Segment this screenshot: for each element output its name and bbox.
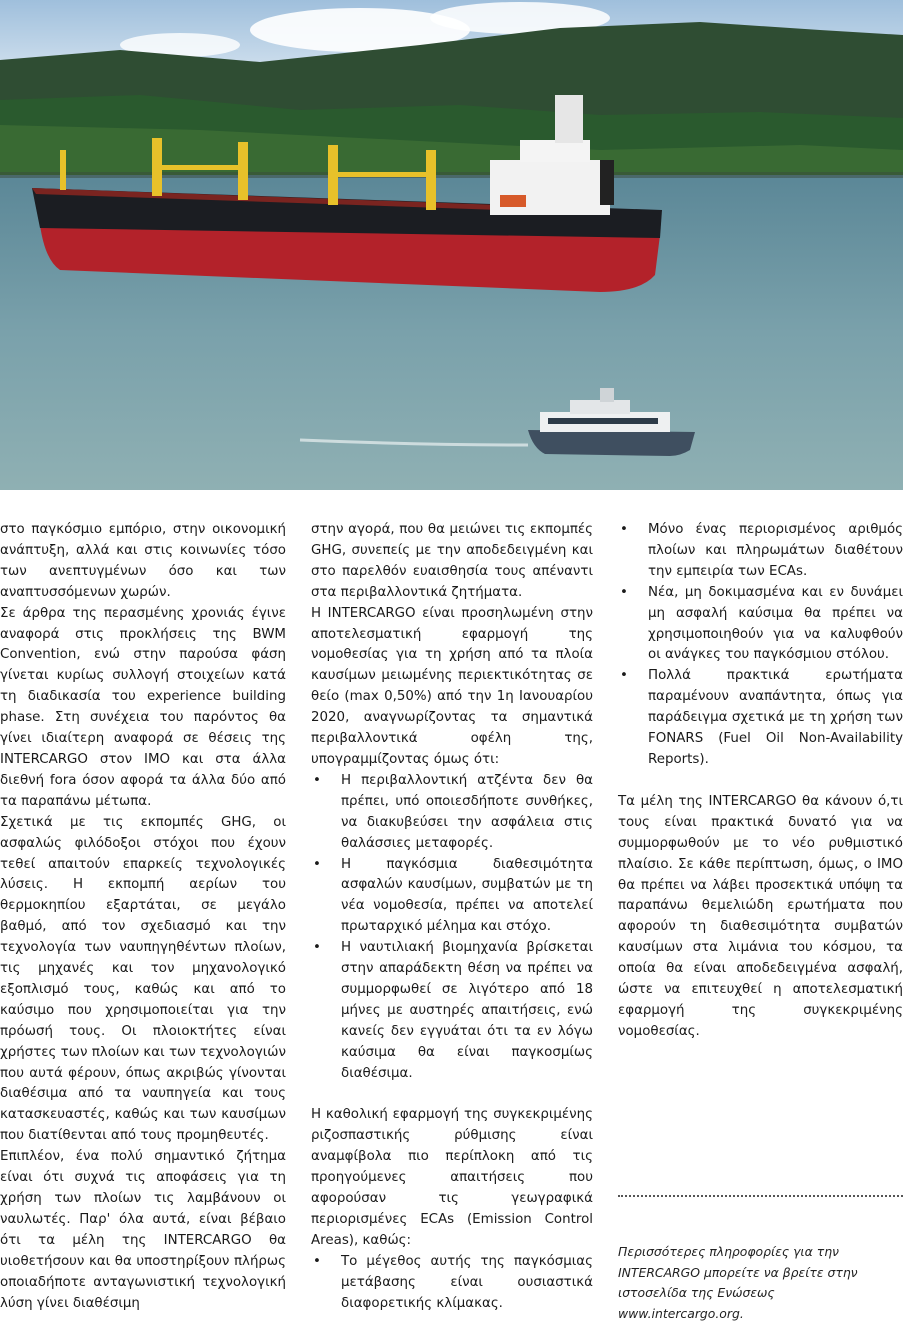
ship-illustration [0, 0, 903, 490]
list-item: • Η ναυτιλιακή βιομηχανία βρίσκεται στην απαράδεκτη θέση να πρέπει να συμμορφωθεί σε λιγότερο από 18 μήνες με αυστηρές απαιτήσεις, ενώ κανείς δεν εγγυάται ότι τα εν λόγω καύσιμα θα είναι παγκοσμίως διαθέσιμα. [311, 938, 593, 1084]
list-item: • Νέα, μη δοκιμασμένα και εν δυνάμει μη ασφαλή καύσιμα θα πρέπει να χρησιμοποιηθούν για να καλυφθούν οι ανάγκες του παγκόσμιου στόλου. [618, 583, 903, 667]
paragraph: Σχετικά με τις εκπομπές GHG, οι ασφαλώς φιλόδοξοι στόχοι που έχουν τεθεί απαιτούν επαρκείς τεχνολογικές λύσεις. Η εκπομπή αερίων του θερμοκηπίου εξαρτάται, σε μεγάλο βαθμό, από τον σχεδιασμό και την τεχνολογία των ναυπηγηθέντων πλοίων, τις μηχανές και τον μηχανολογικό εξοπλισμό τους, καθώς και από το καύσιμο που χρησιμοποιείται για την πρόωσή τους. Οι πλοιοκτήτες είναι χρήστες των πλοίων και των τεχνολογιών που αυτά φέρουν, όπως ακριβώς γίνονται διαθέσιμα από τα ναυπηγεία και τους κατασκευαστές, καθώς και των καυσίμων που διατίθενται από τους προμηθευτές. [0, 814, 286, 1144]
shoreline [0, 172, 903, 178]
hero-photo [0, 0, 903, 490]
article-column-2 [311, 520, 593, 1315]
list-item: • Μόνο ένας περιορισμένος αριθμός πλοίων και πληρωμάτων διαθέτουν την εμπειρία των ECAs. [618, 520, 903, 583]
list-item: • Η περιβαλλοντική ατζέντα δεν θα πρέπει, υπό οποιεσδήποτε συνθήκες, να διακυβεύσει την ασφάλεια στις θαλάσσιες μεταφορές. [311, 771, 593, 855]
paragraph: Σε άρθρα της περασμένης χρονιάς έγινε αναφορά στις προκλήσεις της BWM Convention, ενώ στην παρούσα φάση γίνεται κυρίως συλλογή στοιχείων κατά τη διαδικασία του experience building phase. Στη συνέχεια του παρόντος θα γίνει ιδιαίτερη αναφορά σε θέσεις της INTERCARGO στον IMO και στα άλλα διεθνή fora όσον αφορά τα άλλα δύο από τα παραπάνω μέτωπα. [0, 605, 286, 809]
bullet-list [311, 1252, 593, 1315]
bullet-list [618, 520, 903, 771]
article-column-3 [618, 520, 903, 1043]
dotted-separator [618, 1195, 903, 1197]
bullet-list [311, 771, 593, 1085]
list-item: • Πολλά πρακτικά ερωτήματα παραμένουν αναπάντητα, όπως για παράδειγμα σχετικά με τη χρήση των FONARS (Fuel Oil Non-Availability Reports). [618, 666, 903, 771]
article-column-1 [0, 520, 286, 1314]
paragraph: Τα μέλη της INTERCARGO θα κάνουν ό,τι τους είναι πρακτικά δυνατό για να συμμορφωθούν με το νέο ρυθμιστικό πλαίσιο. Σε κάθε περίπτωση, όμως, ο IMO θα πρέπει να λάβει προσεκτικά υπόψη τα παραπάνω θεμελιώδη ερωτήματα που αφορούν τη διαθεσιμότητα συμβατών καυσίμων στα λιμάνια του κόσμου, τα οποία θα είναι αποδεδειγμένα ασφαλή, ώστε να επιτευχθεί η αποτελεσματική εφαρμογή της συγκεκριμένης νομοθεσίας. [618, 793, 903, 1039]
paragraph: στην αγορά, που θα μειώνει τις εκπομπές GHG, συνεπείς με την αποδεδειγμένη και στο παρελθόν ευαισθησία τους απέναντι στα περιβαλλοντικά ζητήματα. [311, 522, 593, 600]
paragraph: Επιπλέον, ένα πολύ σημαντικό ζήτημα είναι ότι συχνά τις αποφάσεις για τη χρήση των πλοίων τις λαμβάνουν οι ναυλωτές. Παρ' όλα αυτά, είναι βέβαιο ότι τα μέλη της INTERCARGO θα υιοθετήσουν και θα υποστηρίξουν πλήρως οποιαδήποτε ανταγωνιστική τεχνολογική λύση γίνει διαθέσιμη [0, 1149, 286, 1311]
paragraph: Η INTERCARGO είναι προσηλωμένη στην αποτελεσματική εφαρμογή της νομοθεσίας για τη χρήση από τα πλοία καυσίμων μειωμένης περιεκτικότητας σε θείο (max 0,50%) από την 1η Ιανουαρίου 2020, αναγνωρίζοντας τα σημαντικά περιβαλλοντικά οφέλη της, υπογραμμίζοντας όμως ότι: [311, 605, 593, 767]
paragraph: στο παγκόσμιο εμπόριο, στην οικονομική ανάπτυξη, αλλά και στις κοινωνίες τόσο των ανεπτυγμένων όσο και των αναπτυσσόμενων χωρών. [0, 522, 286, 600]
list-item: • Η παγκόσμια διαθεσιμότητα ασφαλών καυσίμων, συμβατών με τη νέα νομοθεσία, πρέπει να αποτελεί πρωταρχικό μέλημα και στόχο. [311, 855, 593, 939]
list-item: • Το μέγεθος αυτής της παγκόσμιας μετάβασης είναι ουσιαστικά διαφορετικής κλίμακας. [311, 1252, 593, 1315]
footnote: Περισσότερες πληροφορίες για την INTERCARGO μπορείτε να βρείτε στην ιστοσελίδα της Ενώσεως www.intercargo.org. [618, 1244, 858, 1321]
paragraph: Η καθολική εφαρμογή της συγκεκριμένης ριζοσπαστικής ρύθμισης είναι αναμφίβολα πιο περίπλοκη από τις προηγούμενες απαιτήσεις που αφορούσαν τις γεωγραφικά περιορισμένες ECAs (Emission Control Areas), καθώς: [311, 1107, 593, 1248]
